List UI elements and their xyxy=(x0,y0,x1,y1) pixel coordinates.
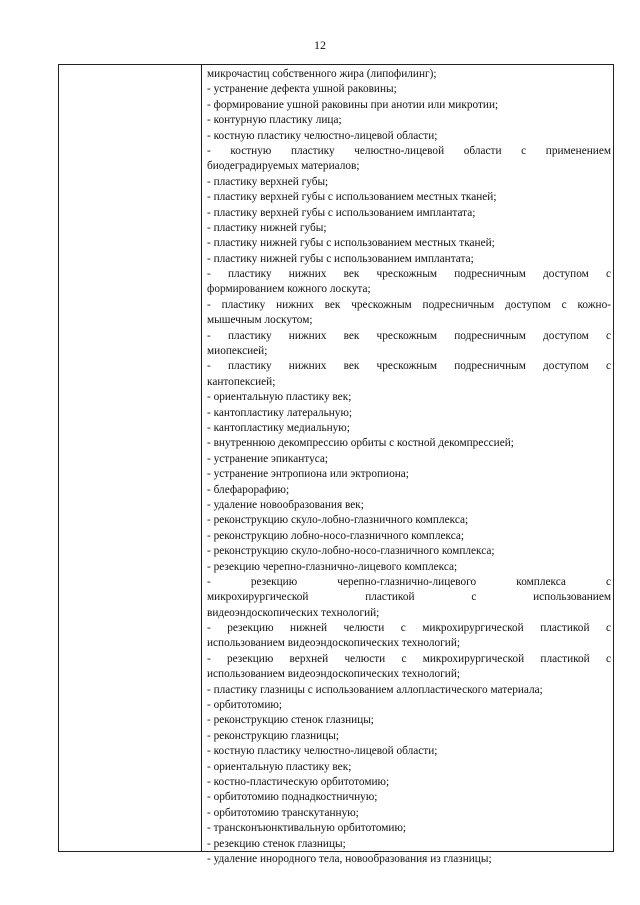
procedures-list xyxy=(207,67,611,867)
procedure-line: - резекцию верхней челюсти с микрохирургической пластикой с xyxy=(207,652,611,665)
procedure-line: - удаление новообразования век; xyxy=(207,498,364,511)
procedure-line: - резекцию нижней челюсти с микрохирургической пластикой с xyxy=(207,622,611,635)
procedure-line: - реконструкцию стенок глазницы; xyxy=(207,714,374,727)
procedure-line: - пластику глазницы с использованием аллопластического материала; xyxy=(207,683,543,696)
procedure-line: микрохирургической пластикой с использованием xyxy=(207,591,611,604)
procedure-line: - орбитотомию; xyxy=(207,699,282,712)
procedure-line: - резекцию черепно-глазнично-лицевого комплекса с xyxy=(207,575,611,588)
procedure-line: - трансконъюнктивальную орбитотомию; xyxy=(207,822,407,835)
procedure-line: - пластику верхней губы; xyxy=(207,175,329,188)
procedure-line: кантопексией; xyxy=(207,375,276,388)
table-column-divider xyxy=(201,65,202,851)
procedure-line: использованием видеоэндоскопических технологий; xyxy=(207,637,461,650)
procedure-line: формированием кожного лоскута; xyxy=(207,283,371,296)
procedure-line: видеоэндоскопических технологий; xyxy=(207,606,380,619)
procedure-line: - реконструкцию лобно-носо-глазничного комплекса; xyxy=(207,529,464,542)
procedure-line: - пластику нижних век чрескожным подресничным доступом с xyxy=(207,268,611,281)
procedure-line: - ориентальную пластику век; xyxy=(207,391,352,404)
procedure-line: - реконструкцию скуло-лобно-глазничного комплекса; xyxy=(207,514,469,527)
procedures-table xyxy=(58,64,614,865)
procedure-line: мышечным лоскутом; xyxy=(207,314,313,327)
procedure-line: - контурную пластику лица; xyxy=(207,114,342,127)
procedure-line: - формирование ушной раковины при анотии или микротии; xyxy=(207,98,499,111)
procedure-line: - резекцию стенок глазницы; xyxy=(207,837,346,850)
procedure-line: - костную пластику челюстно-лицевой области с применением xyxy=(207,144,611,157)
procedure-line: - резекцию черепно-глазнично-лицевого комплекса; xyxy=(207,560,458,573)
procedure-line: - костную пластику челюстно-лицевой области; xyxy=(207,129,438,142)
procedure-line: - пластику нижних век чрескожным подресничным доступом с xyxy=(207,329,611,342)
procedure-line: - устранение эпикантуса; xyxy=(207,452,329,465)
procedure-line: - устранение энтропиона или эктропиона; xyxy=(207,468,409,481)
procedure-line: биодеградируемых материалов; xyxy=(207,160,360,173)
procedure-line: - пластику нижних век чрескожным подресничным доступом с кожно- xyxy=(207,298,611,311)
procedure-line: микрочастиц собственного жира (липофилинг); xyxy=(207,68,437,80)
procedure-line: - костную пластику челюстно-лицевой области; xyxy=(207,745,438,758)
page-number: 12 xyxy=(314,38,326,52)
procedure-line: - пластику нижней губы с использованием имплантата; xyxy=(207,252,474,265)
procedure-line: - блефарорафию; xyxy=(207,483,290,496)
procedure-line: - реконструкцию глазницы; xyxy=(207,729,339,742)
procedure-line: - пластику нижних век чрескожным подресничным доступом с xyxy=(207,360,611,373)
procedure-line: - ориентальную пластику век; xyxy=(207,760,352,773)
procedure-line: использованием видеоэндоскопических технологий; xyxy=(207,668,461,681)
procedure-line: - пластику верхней губы с использованием имплантата; xyxy=(207,206,476,219)
procedure-line: - пластику нижней губы с использованием местных тканей; xyxy=(207,237,495,250)
procedure-line: - орбитотомию поднадкостничную; xyxy=(207,791,378,804)
procedure-line: - пластику верхней губы с использованием местных тканей; xyxy=(207,191,497,204)
procedure-line: - кантопластику медиальную; xyxy=(207,421,350,434)
procedure-line: - кантопластику латеральную; xyxy=(207,406,353,419)
table-left-cell xyxy=(59,65,201,851)
procedure-line: - внутреннюю декомпрессию орбиты с костной декомпрессией; xyxy=(207,437,514,450)
procedure-line: - устранение дефекта ушной раковины; xyxy=(207,83,397,96)
procedure-line: - реконструкцию скуло-лобно-носо-глазничного комплекса; xyxy=(207,545,495,558)
procedure-line: - пластику нижней губы; xyxy=(207,221,327,234)
procedure-line: - костно-пластическую орбитотомию; xyxy=(207,775,390,788)
procedure-line: миопексией; xyxy=(207,345,268,358)
procedure-line: - орбитотомию транскутанную; xyxy=(207,806,359,819)
procedure-line: - удаление инородного тела, новообразования из глазницы; xyxy=(207,852,492,865)
